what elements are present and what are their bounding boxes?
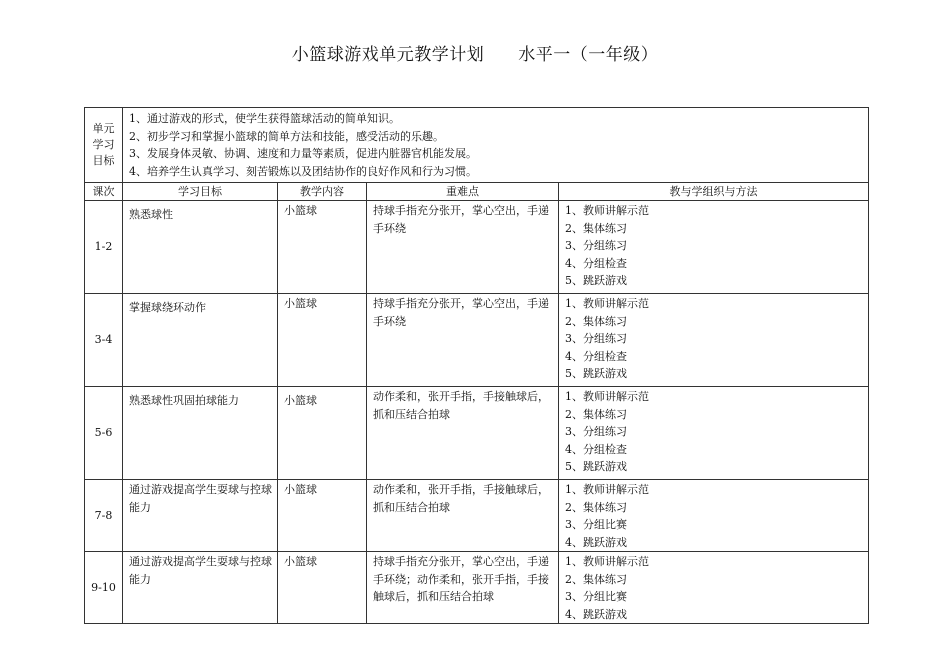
method-item: 2、集体练习 <box>565 221 627 235</box>
methods-list <box>559 387 869 480</box>
unit-goal-item: 1、通过游戏的形式，使学生获得篮球活动的简单知识。 <box>129 112 400 125</box>
lesson-number: 1-2 <box>85 201 123 294</box>
unit-goals-list <box>123 108 869 183</box>
column-header-lesson: 课次 <box>85 183 123 201</box>
methods-list <box>559 201 869 294</box>
method-item: 1、教师讲解示范 <box>565 297 649 310</box>
teaching-content: 小篮球 <box>278 387 367 480</box>
column-header-goal: 学习目标 <box>123 183 278 201</box>
method-item: 5、跳跃游戏 <box>565 274 627 287</box>
method-item: 4、分组检查 <box>565 442 627 456</box>
unit-goals-row <box>85 108 869 183</box>
method-item: 2、集体练习 <box>565 407 627 421</box>
methods-list <box>559 480 869 552</box>
learning-goal: 熟悉球性 <box>123 201 278 294</box>
table-row <box>85 201 869 294</box>
table-row <box>85 552 869 624</box>
key-points: 动作柔和，张开手指，手接触球后，抓和压结合拍球 <box>367 480 559 552</box>
method-item: 2、集体练习 <box>565 314 627 328</box>
teaching-content: 小篮球 <box>278 201 367 294</box>
method-item: 4、跳跃游戏 <box>565 535 627 549</box>
method-item: 1、教师讲解示范 <box>565 390 649 403</box>
learning-goal: 熟悉球性巩固拍球能力 <box>123 387 278 480</box>
column-header-content: 教学内容 <box>278 183 367 201</box>
teaching-plan-table <box>84 107 869 624</box>
method-item: 3、分组练习 <box>565 332 627 345</box>
method-item: 3、分组练习 <box>565 239 627 252</box>
unit-goal-item: 4、培养学生认真学习、刻苦锻炼以及团结协作的良好作风和行为习惯。 <box>129 164 477 178</box>
method-item: 2、集体练习 <box>565 500 627 514</box>
grade-level: 水平一（一年级） <box>518 45 659 65</box>
lesson-number: 3-4 <box>85 294 123 387</box>
key-points: 持球手指充分张开，掌心空出，手递手环绕 <box>367 201 559 294</box>
teaching-content: 小篮球 <box>278 294 367 387</box>
teaching-content: 小篮球 <box>278 480 367 552</box>
lesson-number: 9-10 <box>85 552 123 624</box>
methods-list <box>559 552 869 624</box>
learning-goal: 通过游戏提高学生耍球与控球能力 <box>123 552 278 624</box>
method-item: 3、分组比赛 <box>565 590 627 603</box>
table-row <box>85 480 869 552</box>
learning-goal: 掌握球绕环动作 <box>123 294 278 387</box>
method-item: 1、教师讲解示范 <box>565 204 649 217</box>
column-header-methods: 教与学组织与方法 <box>559 183 869 201</box>
method-item: 4、跳跃游戏 <box>565 607 627 621</box>
method-item: 3、分组练习 <box>565 425 627 438</box>
method-item: 2、集体练习 <box>565 572 627 586</box>
plan-title: 小篮球游戏单元教学计划 <box>291 45 485 65</box>
method-item: 5、跳跃游戏 <box>565 367 627 380</box>
table-row <box>85 294 869 387</box>
column-header-row <box>85 183 869 201</box>
method-item: 1、教师讲解示范 <box>565 555 649 568</box>
lesson-number: 7-8 <box>85 480 123 552</box>
learning-goal: 通过游戏提高学生耍球与控球能力 <box>123 480 278 552</box>
methods-list <box>559 294 869 387</box>
method-item: 3、分组比赛 <box>565 518 627 531</box>
key-points: 持球手指充分张开，掌心空出，手递手环绕；动作柔和，张开手指，手接触球后，抓和压结合拍球 <box>367 552 559 624</box>
teaching-content: 小篮球 <box>278 552 367 624</box>
unit-goal-item: 2、初步学习和掌握小篮球的简单方法和技能，感受活动的乐趣。 <box>129 129 444 143</box>
key-points: 动作柔和，张开手指，手接触球后，抓和压结合拍球 <box>367 387 559 480</box>
method-item: 5、跳跃游戏 <box>565 460 627 473</box>
table-row <box>85 387 869 480</box>
method-item: 1、教师讲解示范 <box>565 483 649 496</box>
column-header-key-points: 重难点 <box>367 183 559 201</box>
lesson-number: 5-6 <box>85 387 123 480</box>
key-points: 持球手指充分张开，掌心空出，手递手环绕 <box>367 294 559 387</box>
method-item: 4、分组检查 <box>565 349 627 363</box>
method-item: 4、分组检查 <box>565 256 627 270</box>
unit-goal-item: 3、发展身体灵敏、协调、速度和力量等素质，促进内脏器官机能发展。 <box>129 147 477 160</box>
page-title <box>0 40 950 65</box>
unit-goals-label: 单元 学习 目标 <box>85 108 123 183</box>
